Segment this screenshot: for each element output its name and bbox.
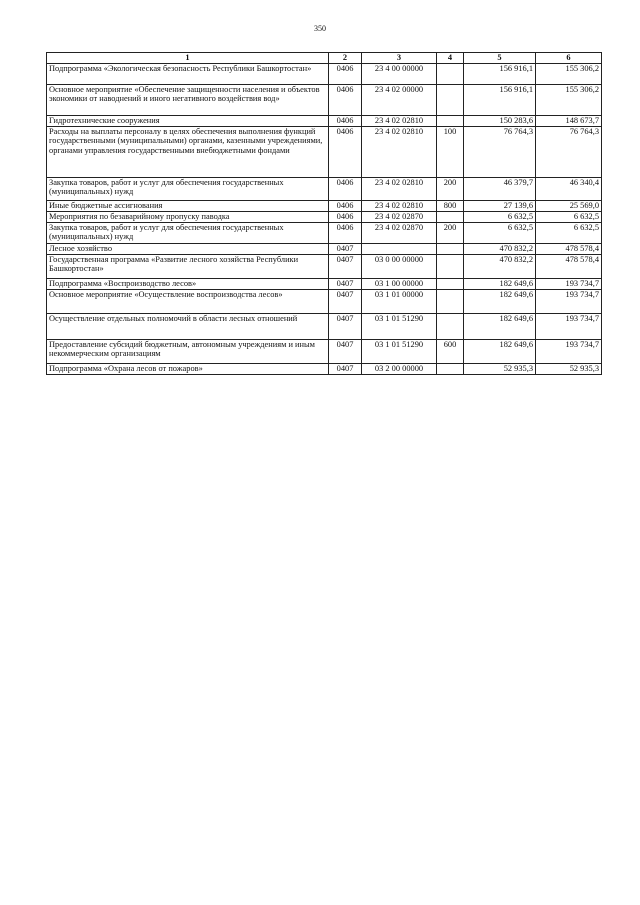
table-row bbox=[47, 340, 602, 364]
row-section: 0406 bbox=[329, 64, 362, 85]
row-amount-5: 470 832,2 bbox=[464, 255, 536, 279]
row-expense-type: 800 bbox=[437, 201, 464, 212]
row-target-article: 03 1 01 00000 bbox=[362, 290, 437, 314]
column-header-1: 1 bbox=[47, 53, 329, 64]
row-amount-5: 6 632,5 bbox=[464, 223, 536, 244]
row-name: Основное мероприятие «Обеспечение защищенности населения и объектов экономики от наводнений и иного негативного воздействия вод» bbox=[47, 85, 329, 116]
row-amount-5: 156 916,1 bbox=[464, 64, 536, 85]
row-section: 0407 bbox=[329, 364, 362, 375]
table-row bbox=[47, 127, 602, 178]
row-amount-5: 52 935,3 bbox=[464, 364, 536, 375]
row-expense-type bbox=[437, 212, 464, 223]
table-header-row bbox=[47, 53, 602, 64]
row-amount-6: 193 734,7 bbox=[536, 340, 602, 364]
row-name: Мероприятия по безаварийному пропуску паводка bbox=[47, 212, 329, 223]
row-amount-6: 52 935,3 bbox=[536, 364, 602, 375]
table-row bbox=[47, 223, 602, 244]
row-target-article: 23 4 02 02810 bbox=[362, 178, 437, 201]
row-amount-6: 148 673,7 bbox=[536, 116, 602, 127]
row-name: Закупка товаров, работ и услуг для обеспечения государственных (муниципальных) нужд bbox=[47, 223, 329, 244]
row-name: Подпрограмма «Охрана лесов от пожаров» bbox=[47, 364, 329, 375]
row-expense-type: 100 bbox=[437, 127, 464, 178]
row-target-article: 03 1 01 51290 bbox=[362, 314, 437, 340]
column-header-5: 5 bbox=[464, 53, 536, 64]
row-amount-6: 193 734,7 bbox=[536, 314, 602, 340]
table-row bbox=[47, 201, 602, 212]
row-name: Государственная программа «Развитие лесного хозяйства Республики Башкортостан» bbox=[47, 255, 329, 279]
row-expense-type bbox=[437, 64, 464, 85]
row-name: Осуществление отдельных полномочий в области лесных отношений bbox=[47, 314, 329, 340]
table-row bbox=[47, 212, 602, 223]
row-section: 0406 bbox=[329, 116, 362, 127]
table-row bbox=[47, 364, 602, 375]
row-expense-type bbox=[437, 85, 464, 116]
row-expense-type bbox=[437, 290, 464, 314]
row-target-article: 23 4 02 00000 bbox=[362, 85, 437, 116]
table-row bbox=[47, 290, 602, 314]
table-row bbox=[47, 116, 602, 127]
row-section: 0407 bbox=[329, 255, 362, 279]
row-section: 0406 bbox=[329, 212, 362, 223]
row-target-article: 23 4 02 02870 bbox=[362, 223, 437, 244]
row-amount-6: 76 764,3 bbox=[536, 127, 602, 178]
row-expense-type bbox=[437, 364, 464, 375]
row-name: Гидротехнические сооружения bbox=[47, 116, 329, 127]
budget-table bbox=[46, 52, 602, 375]
column-header-3: 3 bbox=[362, 53, 437, 64]
row-section: 0406 bbox=[329, 223, 362, 244]
row-amount-5: 27 139,6 bbox=[464, 201, 536, 212]
row-target-article: 23 4 02 02810 bbox=[362, 127, 437, 178]
table-row bbox=[47, 64, 602, 85]
row-amount-5: 182 649,6 bbox=[464, 314, 536, 340]
row-amount-5: 76 764,3 bbox=[464, 127, 536, 178]
row-section: 0407 bbox=[329, 314, 362, 340]
row-section: 0407 bbox=[329, 290, 362, 314]
row-name: Закупка товаров, работ и услуг для обеспечения государственных (муниципальных) нужд bbox=[47, 178, 329, 201]
row-amount-5: 156 916,1 bbox=[464, 85, 536, 116]
row-amount-5: 182 649,6 bbox=[464, 279, 536, 290]
column-header-4: 4 bbox=[437, 53, 464, 64]
row-target-article bbox=[362, 244, 437, 255]
row-name: Лесное хозяйство bbox=[47, 244, 329, 255]
row-amount-6: 478 578,4 bbox=[536, 255, 602, 279]
table-row bbox=[47, 178, 602, 201]
row-amount-5: 182 649,6 bbox=[464, 340, 536, 364]
row-amount-5: 46 379,7 bbox=[464, 178, 536, 201]
row-target-article: 03 1 00 00000 bbox=[362, 279, 437, 290]
table-row bbox=[47, 85, 602, 116]
row-section: 0407 bbox=[329, 244, 362, 255]
row-section: 0406 bbox=[329, 178, 362, 201]
table-row bbox=[47, 314, 602, 340]
row-expense-type bbox=[437, 255, 464, 279]
row-amount-6: 6 632,5 bbox=[536, 223, 602, 244]
row-amount-5: 470 832,2 bbox=[464, 244, 536, 255]
page-number: 350 bbox=[314, 24, 326, 33]
row-name: Расходы на выплаты персоналу в целях обеспечения выполнения функций государственными (муниципальными) органами, казенными учреждениями, органами управления государственными внебюджетными фондами bbox=[47, 127, 329, 178]
column-header-6: 6 bbox=[536, 53, 602, 64]
row-target-article: 23 4 00 00000 bbox=[362, 64, 437, 85]
row-amount-6: 193 734,7 bbox=[536, 290, 602, 314]
row-amount-5: 182 649,6 bbox=[464, 290, 536, 314]
row-name: Основное мероприятие «Осуществление воспроизводства лесов» bbox=[47, 290, 329, 314]
row-amount-6: 478 578,4 bbox=[536, 244, 602, 255]
row-expense-type: 200 bbox=[437, 223, 464, 244]
table-row bbox=[47, 279, 602, 290]
row-expense-type bbox=[437, 279, 464, 290]
row-section: 0406 bbox=[329, 201, 362, 212]
row-section: 0406 bbox=[329, 127, 362, 178]
row-name: Подпрограмма «Воспроизводство лесов» bbox=[47, 279, 329, 290]
row-amount-6: 155 306,2 bbox=[536, 85, 602, 116]
row-name: Подпрограмма «Экологическая безопасность Республики Башкортостан» bbox=[47, 64, 329, 85]
row-target-article: 23 4 02 02870 bbox=[362, 212, 437, 223]
row-name: Иные бюджетные ассигнования bbox=[47, 201, 329, 212]
table-row bbox=[47, 244, 602, 255]
row-section: 0407 bbox=[329, 279, 362, 290]
table-row bbox=[47, 255, 602, 279]
row-amount-6: 46 340,4 bbox=[536, 178, 602, 201]
row-expense-type bbox=[437, 244, 464, 255]
row-target-article: 03 2 00 00000 bbox=[362, 364, 437, 375]
row-target-article: 23 4 02 02810 bbox=[362, 201, 437, 212]
row-amount-5: 6 632,5 bbox=[464, 212, 536, 223]
row-amount-6: 6 632,5 bbox=[536, 212, 602, 223]
row-expense-type bbox=[437, 116, 464, 127]
row-target-article: 03 0 00 00000 bbox=[362, 255, 437, 279]
row-amount-5: 150 283,6 bbox=[464, 116, 536, 127]
row-section: 0406 bbox=[329, 85, 362, 116]
row-amount-6: 25 569,0 bbox=[536, 201, 602, 212]
row-expense-type: 200 bbox=[437, 178, 464, 201]
row-name: Предоставление субсидий бюджетным, автономным учреждениям и иным некоммерческим организациям bbox=[47, 340, 329, 364]
row-target-article: 03 1 01 51290 bbox=[362, 340, 437, 364]
column-header-2: 2 bbox=[329, 53, 362, 64]
row-amount-6: 193 734,7 bbox=[536, 279, 602, 290]
row-target-article: 23 4 02 02810 bbox=[362, 116, 437, 127]
row-section: 0407 bbox=[329, 340, 362, 364]
row-expense-type bbox=[437, 314, 464, 340]
row-amount-6: 155 306,2 bbox=[536, 64, 602, 85]
row-expense-type: 600 bbox=[437, 340, 464, 364]
